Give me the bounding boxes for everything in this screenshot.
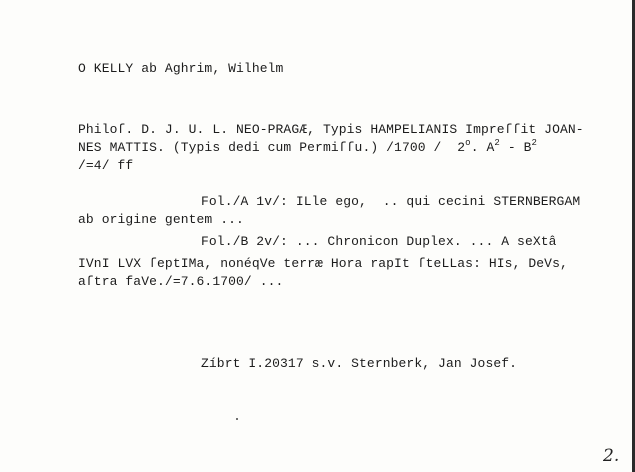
gathering-a-count: 2 — [494, 138, 500, 148]
imprint-line-2-text: NES MATTIS. (Typis dedi cum Permiſſu.) /1700 / 2 — [78, 140, 466, 155]
folio-b-line-2: IVnI LVX ſeptIMa, nonéqVe terræ Hora rapIt ſteLLas: HIs, DeVs, — [78, 256, 568, 271]
reference-line: Zíbrt I.20317 s.v. Sternberk, Jan Josef. — [201, 356, 518, 371]
folio-b-line-3: aſtra faVe./=7.6.1700/ ... — [78, 274, 284, 289]
imprint-line-2-separator: - B — [499, 140, 532, 155]
imprint-line-3: /=4/ ff — [78, 158, 134, 173]
gathering-b-count: 2 — [531, 138, 538, 148]
imprint-line-2-collation: . A — [470, 140, 495, 155]
card-heading: O KELLY ab Aghrim, Wilhelm — [78, 61, 284, 76]
degree-mark: o — [465, 138, 471, 148]
folio-b-line-1: Fol./B 2v/: ... Chronicon Duplex. ... A seXtâ — [201, 234, 557, 249]
folio-a-line-1: Fol./A 1v/: ILle ego, .. qui cecini STERNBERGAM — [201, 194, 581, 209]
handwritten-page-number: 2. — [603, 446, 620, 466]
imprint-line-1: Philoſ. D. J. U. L. NEO-PRAGÆ, Typis HAMPELIANIS Impreſſit JOAN- — [78, 122, 584, 137]
imprint-line-2 — [78, 140, 537, 156]
stray-mark — [236, 418, 238, 420]
folio-a-line-2: ab origine gentem ... — [78, 212, 244, 227]
